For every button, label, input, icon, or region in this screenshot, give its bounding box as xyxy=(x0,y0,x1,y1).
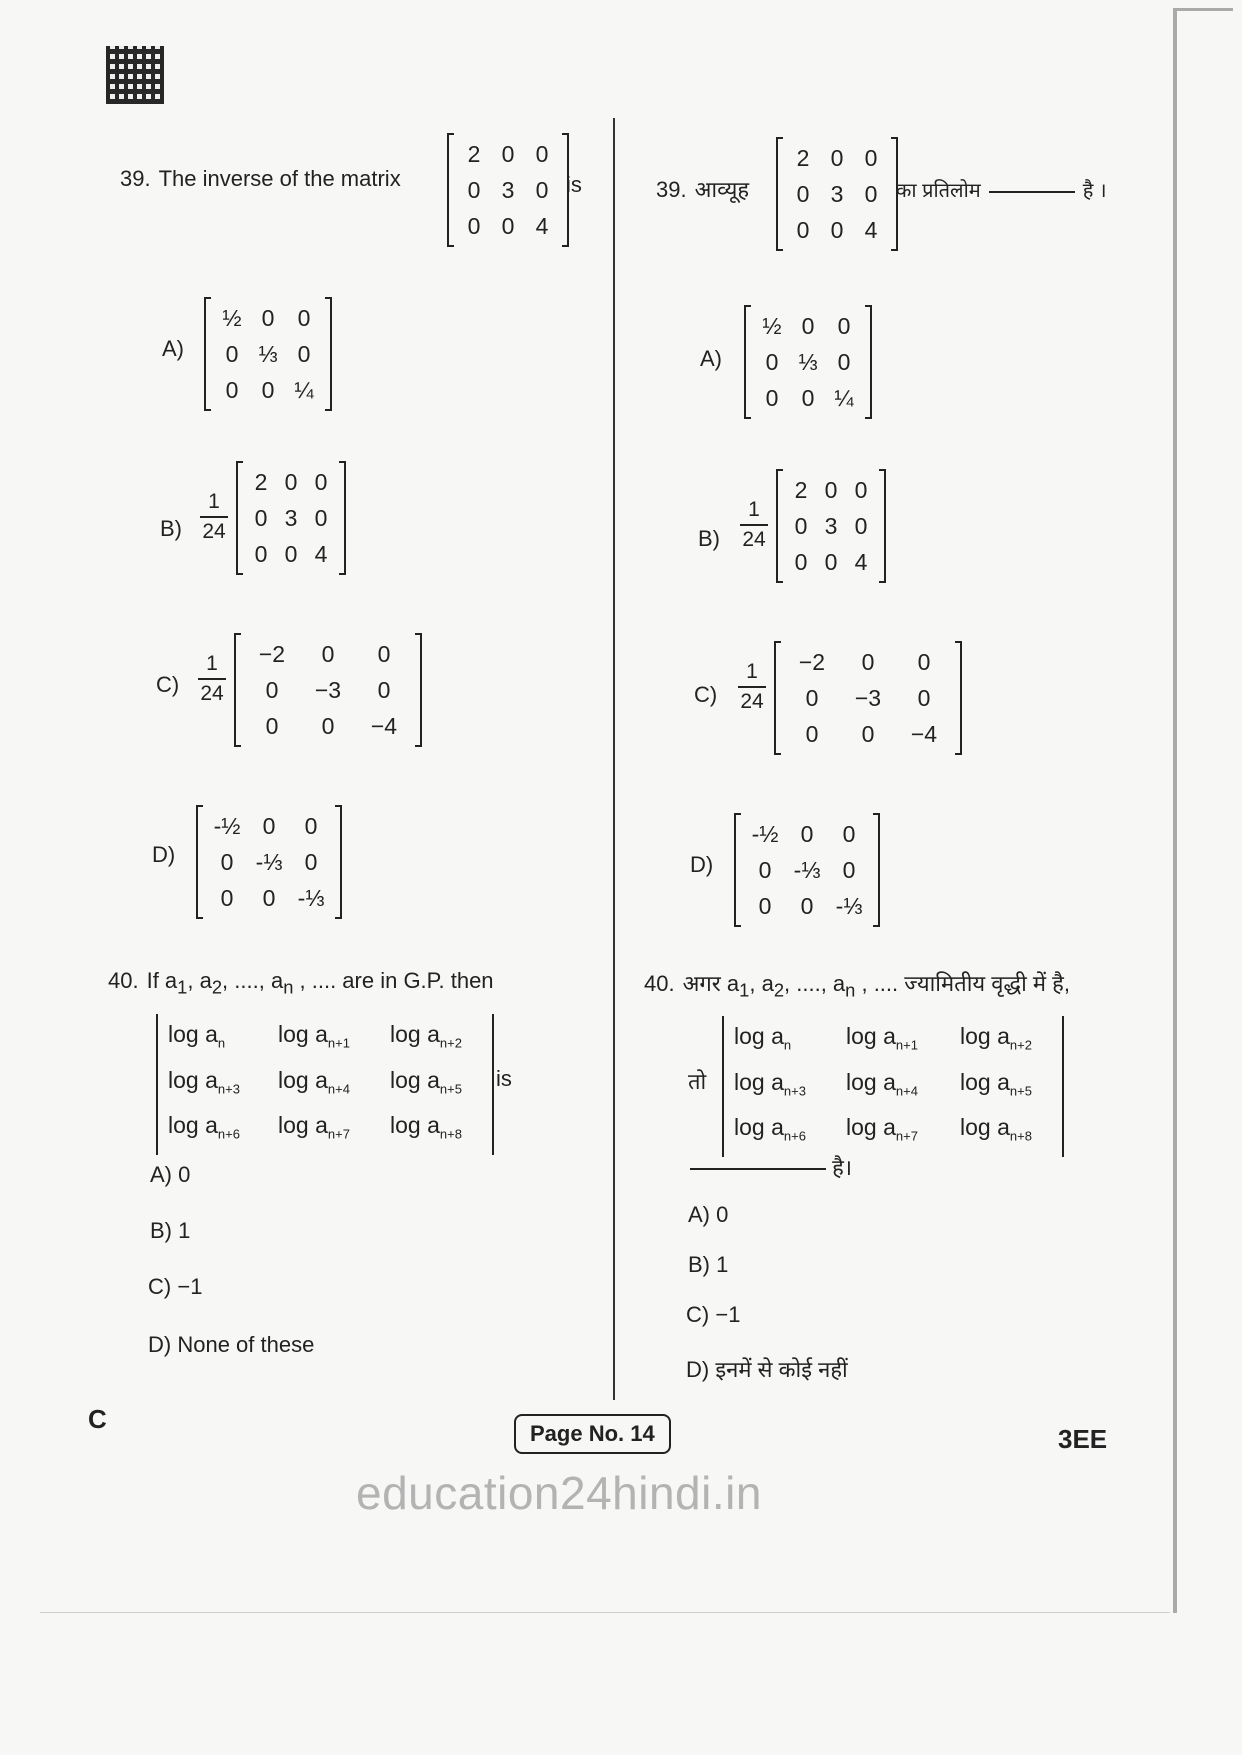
option-a-matrix: ½ 0 0 0 ⅓ 0 0 0 ¼ xyxy=(744,306,872,418)
question-text: If a xyxy=(146,968,178,993)
option-b-matrix: 2 0 0 0 3 0 0 0 4 xyxy=(776,470,886,582)
q39-hi-question-tail: का प्रतिलोम है । xyxy=(896,180,1107,202)
fraction-coefficient: 1 24 xyxy=(198,652,226,706)
paper-code: 3EE xyxy=(1058,1424,1108,1454)
option-label: B) xyxy=(160,516,182,541)
q40-en-determinant: $\log a_n$ $\log a_{n+1}$ $\log a_{n+2}$ $\log a_{n+3}$ $\log a_{n+4}$ $\log a_{n+5}$ $\log a_{n+6}$ $\log a_{n+7}$ $\log a_{n+8}$ xyxy=(156,1014,494,1155)
q39-en-question xyxy=(120,166,401,192)
column-divider xyxy=(613,118,615,1400)
option-d: D) इनमें से कोई नहीं xyxy=(686,1357,848,1382)
q39-en-matrix: 2 0 0 0 3 0 0 0 4 xyxy=(447,134,569,246)
q40-hi-question: 40. अगर $a_1$, $a_2$, ...., $a_n$ , .... ज्यामितीय वृद्धी में है, xyxy=(644,971,1070,1001)
option-label: C) xyxy=(156,672,180,697)
fraction-coefficient: 1 24 xyxy=(740,498,768,552)
page-edge-rule xyxy=(1173,8,1177,1613)
question-text-suffix: ज्यामितीय वृद्धी में है, xyxy=(904,971,1070,996)
set-letter: C xyxy=(88,1404,107,1434)
det-suffix: is xyxy=(496,1066,512,1091)
option-d-matrix: -½ 0 0 0 -⅓ 0 0 0 -⅓ xyxy=(734,814,880,926)
option-label: D) xyxy=(152,842,176,867)
question-number: 39. xyxy=(656,177,687,202)
option-c-matrix: −2 0 0 0 −3 0 0 0 −4 xyxy=(234,634,422,746)
option-label: A) xyxy=(700,346,722,371)
option-a: A) 0 xyxy=(688,1202,729,1227)
question-number: 39. xyxy=(120,166,151,191)
fraction-coefficient: 1 24 xyxy=(738,660,766,714)
option-a: A) 0 xyxy=(150,1162,191,1187)
option-label: B) xyxy=(698,526,720,551)
answer-blank xyxy=(690,1168,826,1170)
option-label: A) xyxy=(162,336,184,361)
option-c: C) −1 xyxy=(148,1274,203,1299)
scan-line xyxy=(40,1612,1170,1613)
q40-hi-answer-line: है। xyxy=(690,1152,852,1182)
q39-hi-question xyxy=(656,174,749,204)
det-prefix: तो xyxy=(688,1069,707,1094)
question-text: The inverse of the matrix xyxy=(158,166,401,191)
option-d-matrix: -½ 0 0 0 -⅓ 0 0 0 -⅓ xyxy=(196,806,342,918)
question-text-suffix: is xyxy=(566,172,582,197)
option-label: D) xyxy=(690,852,714,877)
qr-code xyxy=(106,46,164,104)
option-c: C) −1 xyxy=(686,1302,741,1327)
option-c-matrix: −2 0 0 0 −3 0 0 0 −4 xyxy=(774,642,962,754)
q39-hi-matrix: 2 0 0 0 3 0 0 0 4 xyxy=(776,138,898,250)
option-b: B) 1 xyxy=(150,1218,191,1243)
q40-hi-determinant: $\log a_n$ $\log a_{n+1}$ $\log a_{n+2}$ $\log a_{n+3}$ $\log a_{n+4}$ $\log a_{n+5}$ $\log a_{n+6}$ $\log a_{n+7}$ $\log a_{n+8}$ xyxy=(722,1016,1064,1157)
question-number: 40. xyxy=(644,971,675,996)
question-text: आव्यूह xyxy=(694,177,750,202)
page-edge-top xyxy=(1173,8,1233,11)
option-d: D) None of these xyxy=(148,1332,315,1357)
watermark: education24hindi.in xyxy=(356,1467,762,1519)
option-b-matrix: 2 0 0 0 3 0 0 0 4 xyxy=(236,462,346,574)
option-a-matrix: ½ 0 0 0 ⅓ 0 0 0 ¼ xyxy=(204,298,332,410)
question-text: अगर a xyxy=(682,971,740,996)
option-b: B) 1 xyxy=(688,1252,729,1277)
page-number-box: Page No. 14 xyxy=(514,1414,671,1454)
fraction-coefficient: 1 24 xyxy=(200,490,228,544)
option-label: C) xyxy=(694,682,718,707)
question-number: 40. xyxy=(108,968,139,993)
question-text-suffix: are in G.P. then xyxy=(342,968,494,993)
q40-en-question: 40. If $a_1$, $a_2$, ...., $a_n$ , .... are in G.P. then xyxy=(108,968,494,998)
answer-blank xyxy=(989,191,1075,193)
